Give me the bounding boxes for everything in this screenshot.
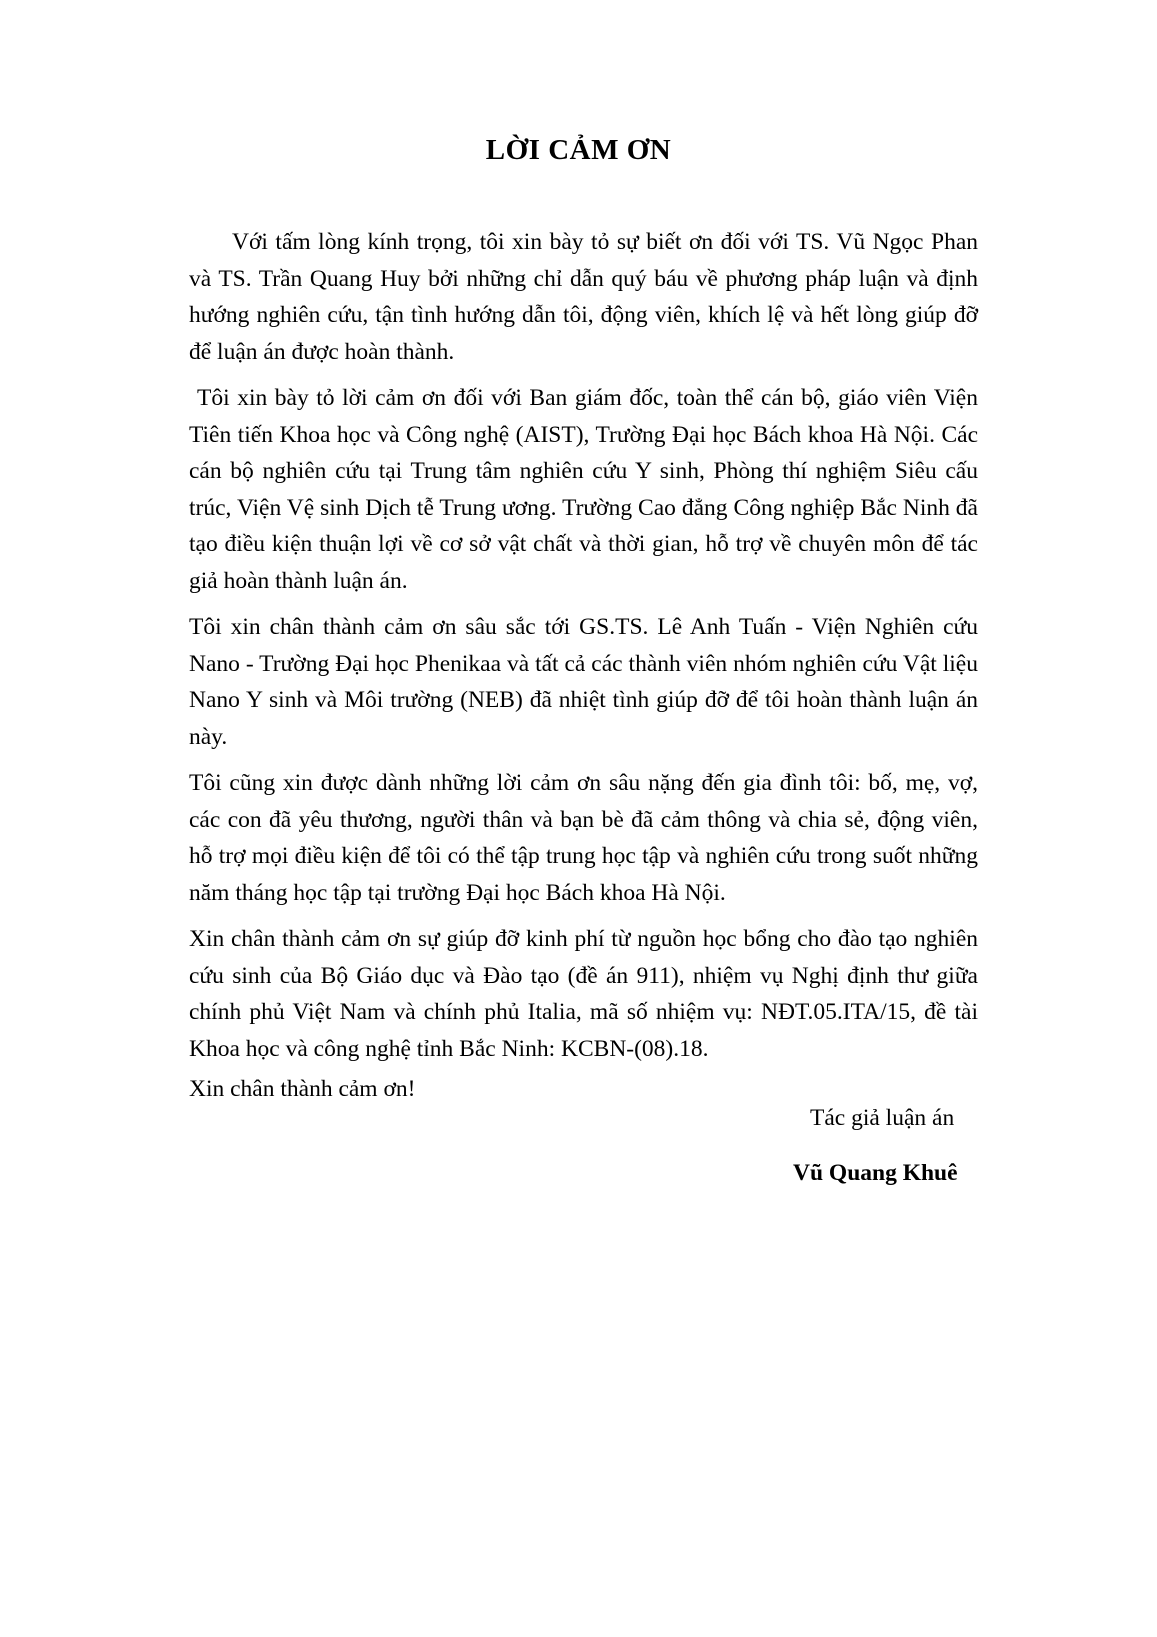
acknowledgement-body [189, 224, 978, 1108]
signature-role: Tác giả luận án [810, 1105, 955, 1131]
signature-name: Vũ Quang Khuê [793, 1160, 958, 1186]
closing-line: Xin chân thành cảm ơn! [189, 1076, 416, 1102]
paragraph-5: Xin chân thành cảm ơn sự giúp đỡ kinh phí từ nguồn học bổng cho đào tạo nghiên cứu sinh của Bộ Giáo dục và Đào tạo (đề án 911), nhiệm vụ Nghị định thư giữa chính phủ Việt Nam và chính phủ Italia, mã số nhiệm vụ: NĐT.05.ITA/15, đề tài Khoa học và công nghệ tỉnh Bắc Ninh: KCBN-(08).18. [189, 926, 978, 1062]
paragraph-2: Tôi xin bày tỏ lời cảm ơn đối với Ban giám đốc, toàn thể cán bộ, giáo viên Viện Tiên tiến Khoa học và Công nghệ (AIST), Trường Đại học Bách khoa Hà Nội. Các cán bộ nghiên cứu tại Trung tâm nghiên cứu Y sinh, Phòng thí nghiệm Siêu cấu trúc, Viện Vệ sinh Dịch tễ Trung ương. Trường Cao đẳng Công nghiệp Bắc Ninh đã tạo điều kiện thuận lợi về cơ sở vật chất và thời gian, hỗ trợ về chuyên môn để tác giả hoàn thành luận án. [189, 385, 978, 594]
paragraph-3: Tôi xin chân thành cảm ơn sâu sắc tới GS.TS. Lê Anh Tuấn - Viện Nghiên cứu Nano - Trường Đại học Phenikaa và tất cả các thành viên nhóm nghiên cứu Vật liệu Nano Y sinh và Môi trường (NEB) đã nhiệt tình giúp đỡ để tôi hoàn thành luận án này. [189, 614, 978, 750]
paragraph-4: Tôi cũng xin được dành những lời cảm ơn sâu nặng đến gia đình tôi: bố, mẹ, vợ, các con đã yêu thương, người thân và bạn bè đã cảm thông và chia sẻ, động viên, hỗ trợ mọi điều kiện để tôi có thể tập trung học tập và nghiên cứu trong suốt những năm tháng học tập tại trường Đại học Bách khoa Hà Nội. [189, 770, 978, 906]
page-title: LỜI CẢM ƠN [485, 134, 672, 166]
paragraph-1: Với tấm lòng kính trọng, tôi xin bày tỏ sự biết ơn đối với TS. Vũ Ngọc Phan và TS. Trần Quang Huy bởi những chỉ dẫn quý báu về phương pháp luận và định hướng nghiên cứu, tận tình hướng dẫn tôi, động viên, khích lệ và hết lòng giúp đỡ để luận án được hoàn thành. [189, 229, 978, 365]
